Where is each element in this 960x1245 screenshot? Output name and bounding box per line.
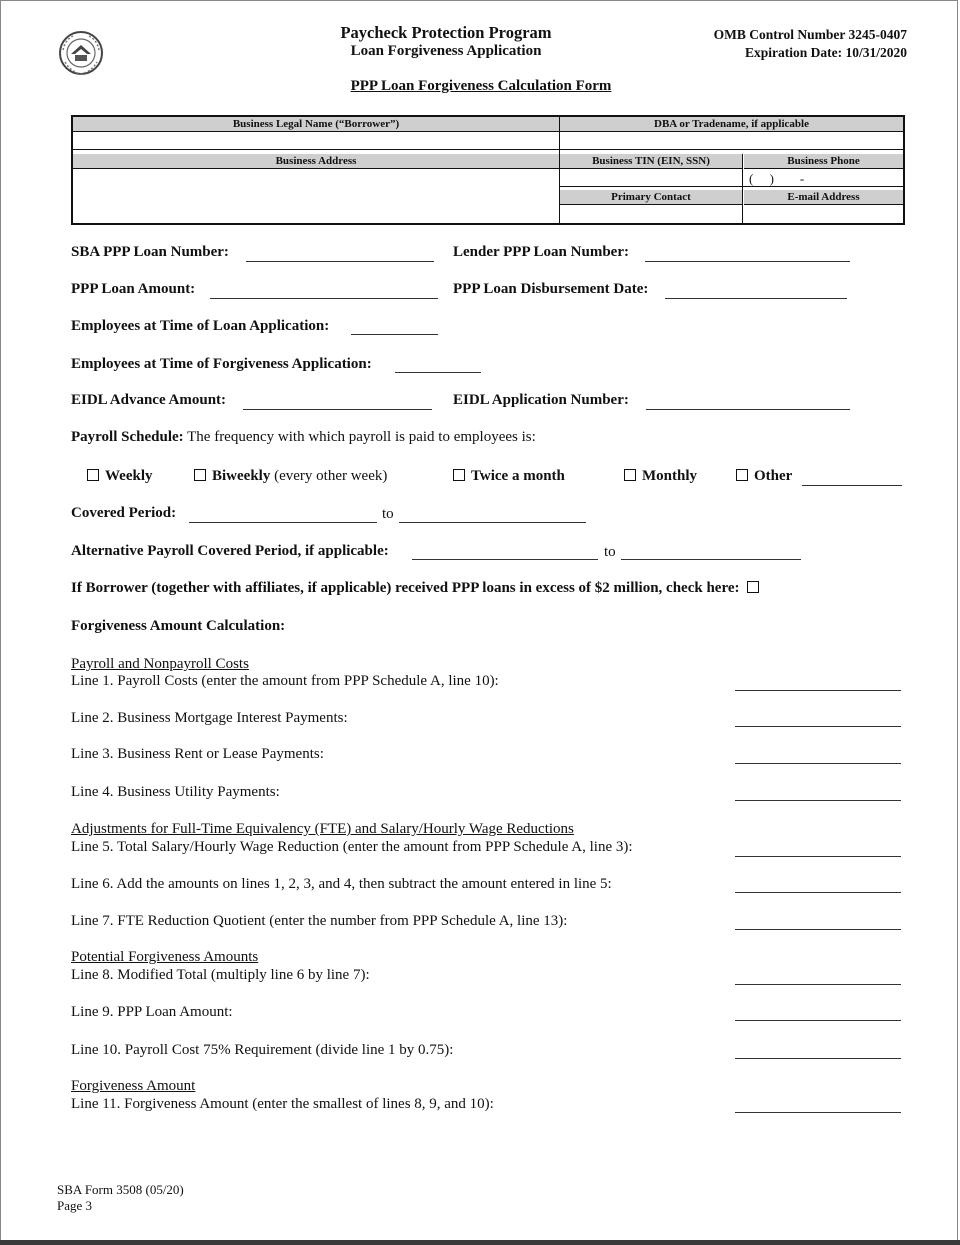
line-6-field[interactable] (735, 892, 901, 893)
line-4-label: Line 4. Business Utility Payments: (71, 784, 280, 800)
checkbox-icon[interactable] (194, 469, 206, 481)
business-phone-field[interactable] (745, 170, 901, 185)
line-9-field[interactable] (735, 1020, 901, 1021)
header-titles (301, 23, 591, 60)
program-title: Paycheck Protection Program (340, 23, 552, 42)
omb-control-number: OMB Control Number 3245-0407 (713, 27, 907, 42)
line-1-field[interactable] (735, 690, 901, 691)
alt-covered-period-to: to (604, 544, 616, 560)
checkbox-icon[interactable] (453, 469, 465, 481)
covered-period-end-field[interactable] (399, 522, 586, 523)
eidl-advance-field[interactable] (243, 409, 432, 410)
lender-loan-number-label: Lender PPP Loan Number: (453, 244, 629, 260)
line-1-label: Line 1. Payroll Costs (enter the amount from PPP Schedule A, line 10): (71, 673, 499, 689)
employees-forgiveness-app-label: Employees at Time of Forgiveness Application: (71, 356, 372, 372)
line-3-label: Line 3. Business Rent or Lease Payments: (71, 746, 324, 762)
option-monthly[interactable] (624, 468, 697, 485)
primary-contact-header: Primary Contact (560, 190, 742, 205)
business-legal-name-field[interactable] (75, 133, 557, 148)
borrower-info-table (71, 115, 905, 225)
business-tin-header: Business TIN (EIN, SSN) (560, 154, 742, 169)
option-biweekly-note: (every other week) (274, 468, 388, 484)
employees-loan-app-label: Employees at Time of Loan Application: (71, 318, 330, 334)
section-forgiveness: Forgiveness Amount (71, 1078, 196, 1094)
covered-period-to: to (382, 506, 394, 522)
business-address-header: Business Address (73, 154, 559, 169)
covered-period-label: Covered Period: (71, 505, 177, 521)
sba-loan-number-label: SBA PPP Loan Number: (71, 244, 229, 260)
page-number: Page 3 (57, 1198, 93, 1213)
email-field[interactable] (745, 206, 901, 222)
option-weekly-label: Weekly (105, 468, 153, 484)
employees-loan-app-field[interactable] (351, 334, 438, 335)
checkbox-icon[interactable] (747, 581, 759, 593)
alt-covered-period-start-field[interactable] (412, 559, 598, 560)
covered-period-start-field[interactable] (189, 522, 377, 523)
dba-field[interactable] (562, 133, 901, 148)
checkbox-icon[interactable] (87, 469, 99, 481)
option-other-label: Other (754, 468, 793, 484)
viewer-bottom-strip (0, 1240, 960, 1245)
option-twice-month-label: Twice a month (471, 468, 565, 484)
primary-contact-field[interactable] (562, 206, 740, 222)
line-5-label: Line 5. Total Salary/Hourly Wage Reduction (enter the amount from PPP Schedule A, line 3): (71, 839, 633, 855)
line-2-label: Line 2. Business Mortgage Interest Payments: (71, 710, 348, 726)
section-adjustments: Adjustments for Full-Time Equivalency (FTE) and Salary/Hourly Wage Reductions (71, 821, 574, 837)
disbursement-date-field[interactable] (665, 298, 847, 299)
line-7-label: Line 7. FTE Reduction Quotient (enter the number from PPP Schedule A, line 13): (71, 913, 568, 929)
disbursement-date-label: PPP Loan Disbursement Date: (453, 281, 649, 297)
option-other[interactable] (736, 468, 792, 485)
application-title: Loan Forgiveness Application (350, 43, 542, 59)
line-2-field[interactable] (735, 726, 901, 727)
business-phone-header: Business Phone (744, 154, 903, 169)
business-address-field[interactable] (75, 170, 557, 222)
page-footer (57, 1182, 184, 1214)
employees-forgiveness-app-field[interactable] (395, 372, 481, 373)
payroll-schedule-row (71, 429, 536, 446)
alt-covered-period-end-field[interactable] (621, 559, 801, 560)
dba-header: DBA or Tradename, if applicable (560, 117, 903, 132)
forgiveness-calc-heading: Forgiveness Amount Calculation: (71, 618, 286, 634)
line-3-field[interactable] (735, 763, 901, 764)
line-9-label: Line 9. PPP Loan Amount: (71, 1004, 233, 1020)
eidl-advance-label: EIDL Advance Amount: (71, 392, 227, 408)
checkbox-icon[interactable] (736, 469, 748, 481)
excess-loans-row (71, 580, 765, 597)
option-twice-month[interactable] (453, 468, 565, 485)
option-monthly-label: Monthly (642, 468, 698, 484)
eidl-app-number-field[interactable] (646, 409, 850, 410)
section-payroll-nonpayroll: Payroll and Nonpayroll Costs (71, 656, 249, 672)
loan-amount-field[interactable] (210, 298, 438, 299)
form-id: SBA Form 3508 (05/20) (57, 1182, 184, 1197)
business-tin-field[interactable] (562, 170, 740, 185)
line-11-label: Line 11. Forgiveness Amount (enter the smallest of lines 8, 9, and 10): (71, 1096, 494, 1112)
sba-loan-number-field[interactable] (246, 261, 434, 262)
omb-block (641, 26, 907, 62)
option-biweekly-label: Biweekly (212, 468, 271, 484)
line-8-label: Line 8. Modified Total (multiply line 6 by line 7): (71, 967, 370, 983)
section-potential: Potential Forgiveness Amounts (71, 949, 259, 965)
option-biweekly[interactable] (194, 468, 387, 485)
line-10-label: Line 10. Payroll Cost 75% Requirement (divide line 1 by 0.75): (71, 1042, 454, 1058)
eidl-app-number-label: EIDL Application Number: (453, 392, 629, 408)
option-weekly[interactable] (87, 468, 153, 485)
line-10-field[interactable] (735, 1058, 901, 1059)
other-frequency-field[interactable] (802, 485, 902, 486)
checkbox-icon[interactable] (624, 469, 636, 481)
sba-seal-icon (57, 30, 105, 76)
alt-covered-period-label: Alternative Payroll Covered Period, if applicable: (71, 543, 389, 559)
payroll-schedule-label: Payroll Schedule: (71, 429, 184, 445)
line-5-field[interactable] (735, 856, 901, 857)
line-7-field[interactable] (735, 929, 901, 930)
business-legal-name-header: Business Legal Name (“Borrower”) (73, 117, 559, 132)
line-4-field[interactable] (735, 800, 901, 801)
lender-loan-number-field[interactable] (645, 261, 850, 262)
expiration-date: Expiration Date: 10/31/2020 (745, 45, 907, 60)
phone-format: ( ) - (749, 171, 805, 186)
line-11-field[interactable] (735, 1112, 901, 1113)
loan-amount-label: PPP Loan Amount: (71, 281, 196, 297)
form-title: PPP Loan Forgiveness Calculation Form (350, 78, 612, 94)
line-8-field[interactable] (735, 984, 901, 985)
excess-loans-label: If Borrower (together with affiliates, if applicable) received PPP loans in excess of $2 million, check here: (71, 580, 740, 596)
email-header: E-mail Address (744, 190, 903, 205)
line-6-label: Line 6. Add the amounts on lines 1, 2, 3, and 4, then subtract the amount entered in line 5: (71, 876, 612, 892)
payroll-schedule-text: The frequency with which payroll is paid to employees is: (187, 429, 536, 445)
